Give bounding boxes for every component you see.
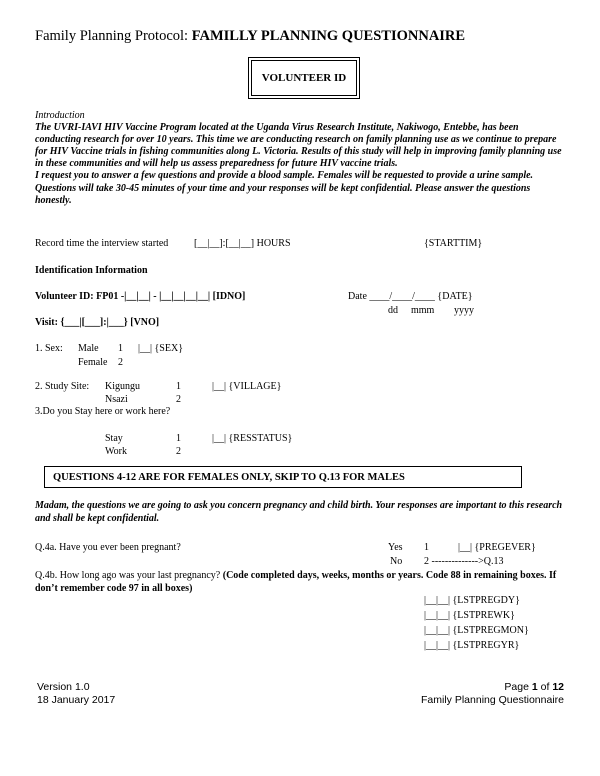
- title-main: FAMILLY PLANNING QUESTIONNAIRE: [191, 28, 466, 44]
- record-time-label: Record time the interview started: [35, 238, 169, 249]
- record-time-code: {STARTTIM}: [424, 238, 483, 249]
- q3-label: 3.Do you Stay here or work here?: [35, 406, 171, 417]
- q1-code-female: 2: [118, 357, 123, 368]
- introduction-paragraph-2: I request you to answer a few questions and provide a blood sample. Females will be requested to provide a urine sample. Questions will take 30-45 minutes of your time and your responses will be kept confidential. Please answer the questions honestly.: [35, 170, 534, 206]
- date-part-dd: dd: [388, 305, 398, 316]
- date-part-yyyy: yyyy: [454, 305, 474, 316]
- introduction-paragraph-1: The UVRI-IAVI HIV Vaccine Program located at the Uganda Virus Research Institute, Nakiwogo, Entebbe, has been conducting research for over 10 years. This time we are conducting research on family planning use as we continue to prepare for HIV Vaccine trials in fishing communities along L. Victoria. Results of this study will help in improving family planning use in these communities and will help us assess preparedness for future HIV vaccine trials.: [35, 122, 562, 170]
- q4b-instruction: (Code completed days, weeks, months or years. Code 88 in remaining boxes. If don’t remember code 97 in all boxes): [35, 570, 557, 594]
- q4a-skip-instruction: 2 -------------->Q.13: [424, 556, 504, 567]
- q4b-months-field[interactable]: |__|__| {LSTPREGMON}: [424, 625, 529, 636]
- madam-instructions: Madam, the questions we are going to ask you concern pregnancy and child birth. Your responses are important to this research and shall be kept confidential.: [35, 500, 563, 524]
- volunteer-id-label: VOLUNTEER ID: [251, 60, 357, 96]
- q1-option-male: Male: [78, 343, 99, 354]
- q2-village-field[interactable]: |__| {VILLAGE}: [212, 381, 282, 392]
- females-only-banner: QUESTIONS 4-12 ARE FOR FEMALES ONLY, SKIP TO Q.13 FOR MALES: [44, 466, 522, 488]
- page-current: 1: [531, 681, 538, 693]
- record-time-field[interactable]: [__|__]:[__|__] HOURS: [194, 238, 291, 249]
- q4a-label: Q.4a. Have you ever been pregnant?: [35, 542, 181, 553]
- q4a-option-yes: Yes: [388, 542, 403, 553]
- volunteer-id-box: [248, 57, 360, 99]
- page-total: 12: [552, 681, 564, 693]
- q3-code-stay: 1: [176, 433, 181, 444]
- visit-field[interactable]: Visit: {___|[___]:|___} [VNO]: [35, 317, 160, 328]
- q2-label: 2. Study Site:: [35, 381, 90, 392]
- q4b-weeks-field[interactable]: |__|__| {LSTPREWK}: [424, 610, 515, 621]
- q4b-question: [35, 570, 565, 595]
- date-field[interactable]: Date ____/____/____ {DATE}: [348, 291, 473, 302]
- q4a-pregever-field[interactable]: |__| {PREGEVER}: [458, 542, 536, 553]
- volunteer-id-field[interactable]: Volunteer ID: FP01 -|__|__| - |__|__|__|__| [IDNO]: [35, 291, 246, 302]
- page-of: of: [537, 681, 553, 693]
- q3-option-stay: Stay: [105, 433, 123, 444]
- q3-resstatus-field[interactable]: |__| {RESSTATUS}: [212, 433, 293, 444]
- q1-option-female: Female: [78, 357, 108, 368]
- q2-code-kigungu: 1: [176, 381, 181, 392]
- introduction-heading: Introduction: [35, 110, 85, 121]
- document-title: [35, 28, 465, 45]
- footer-page-number: [504, 681, 564, 693]
- date-part-mmm: mmm: [411, 305, 435, 316]
- identification-heading: Identification Information: [35, 265, 148, 276]
- q4b-label: Q.4b. How long ago was your last pregnancy?: [35, 570, 221, 581]
- q3-code-work: 2: [176, 446, 181, 457]
- footer-document-name: Family Planning Questionnaire: [421, 694, 564, 706]
- q4a-option-no: No: [390, 556, 403, 567]
- q2-code-nsazi: 2: [176, 394, 181, 405]
- q4b-days-field[interactable]: |__|__| {LSTPREGDY}: [424, 595, 520, 606]
- q3-option-work: Work: [105, 446, 127, 457]
- q1-label: 1. Sex:: [35, 343, 63, 354]
- q4a-code-yes: 1: [424, 542, 429, 553]
- title-prefix: Family Planning Protocol:: [35, 28, 192, 44]
- footer-date: 18 January 2017: [37, 694, 116, 706]
- page-prefix: Page: [504, 681, 532, 693]
- q1-code-male: 1: [118, 343, 123, 354]
- q1-sex-field[interactable]: |__| {SEX}: [138, 343, 183, 354]
- introduction-section: [35, 110, 565, 207]
- footer-version: Version 1.0: [37, 681, 90, 693]
- q2-option-kigungu: Kigungu: [105, 381, 140, 392]
- q2-option-nsazi: Nsazi: [105, 394, 128, 405]
- q4b-years-field[interactable]: |__|__| {LSTPREGYR}: [424, 640, 520, 651]
